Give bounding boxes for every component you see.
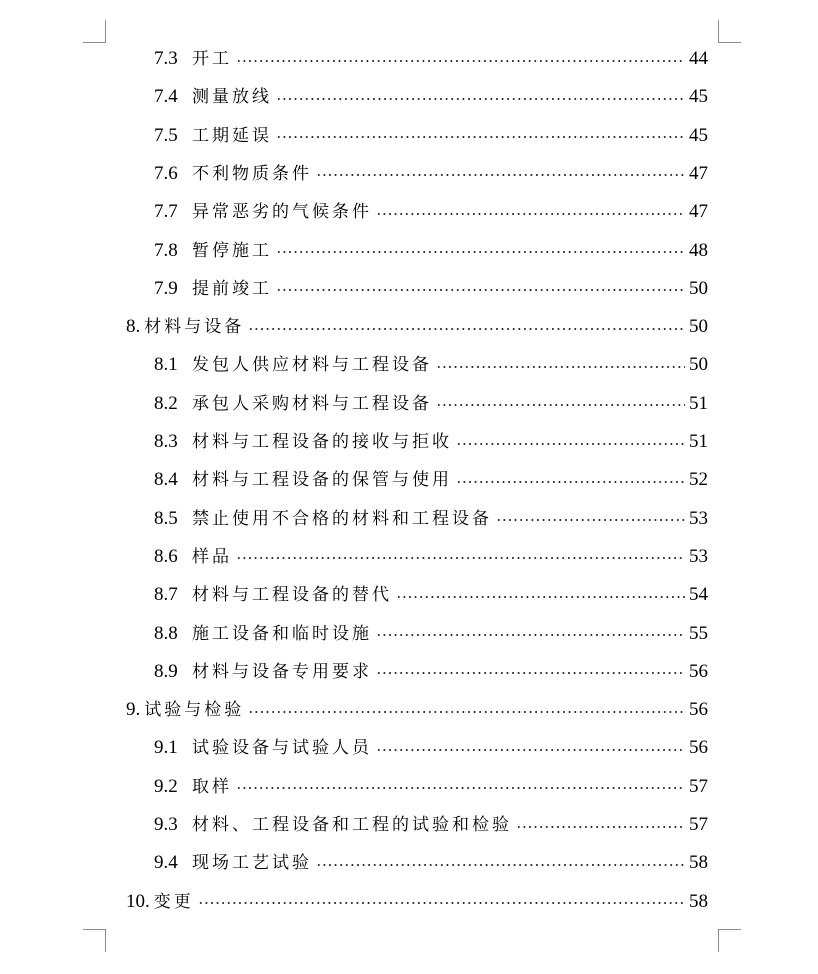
toc-entry-number: 7.4 bbox=[154, 86, 178, 108]
toc-entry-page-number: 51 bbox=[689, 431, 708, 452]
toc-entry-title: 材料与工程设备的保管与使用 bbox=[192, 470, 452, 491]
toc-entry-page-number: 51 bbox=[689, 392, 708, 414]
toc-entry-page-number: 53 bbox=[689, 545, 708, 567]
toc-entry-title: 开工 bbox=[192, 49, 232, 69]
toc-entry-title: 材料与工程设备的接收与拒收 bbox=[192, 432, 452, 452]
toc-section-entry[interactable] bbox=[154, 123, 708, 149]
toc-entry-number: 10. bbox=[126, 890, 150, 912]
toc-section-entry[interactable] bbox=[154, 812, 708, 838]
toc-dot-leader bbox=[436, 366, 685, 368]
toc-entry-number: 7.9 bbox=[154, 277, 178, 299]
page-corner-mark-top-right bbox=[718, 20, 741, 43]
toc-dot-leader bbox=[396, 596, 685, 598]
page-corner-mark-bottom-right bbox=[718, 929, 741, 952]
toc-dot-leader bbox=[376, 634, 685, 636]
toc-entry-page-number: 56 bbox=[689, 660, 708, 682]
toc-section-entry[interactable] bbox=[154, 352, 708, 378]
toc-entry-title: 现场工艺试验 bbox=[192, 853, 312, 874]
toc-entry-number: 8. bbox=[126, 316, 141, 338]
toc-section-entry[interactable] bbox=[154, 774, 708, 800]
toc-chapter-entry[interactable] bbox=[126, 697, 708, 723]
toc-entry-title: 试验与检验 bbox=[144, 700, 245, 721]
toc-section-entry[interactable] bbox=[154, 276, 708, 302]
toc-chapter-entry[interactable] bbox=[126, 314, 708, 340]
toc-dot-leader bbox=[516, 826, 685, 828]
toc-dot-leader bbox=[236, 787, 685, 789]
toc-entry-title: 材料、工程设备和工程的试验和检验 bbox=[192, 815, 512, 835]
toc-dot-leader bbox=[376, 213, 685, 215]
toc-entry-page-number: 57 bbox=[689, 775, 708, 797]
toc-entry-page-number: 44 bbox=[689, 48, 708, 69]
toc-entry-number: 9. bbox=[126, 699, 141, 721]
toc-entry-title: 测量放线 bbox=[192, 87, 272, 108]
toc-entry-page-number: 52 bbox=[689, 469, 708, 491]
toc-entry-number: 7.7 bbox=[154, 201, 178, 223]
toc-entry-title: 样品 bbox=[192, 546, 232, 567]
toc-entry-title: 不利物质条件 bbox=[192, 163, 312, 184]
toc-entry-title: 材料与工程设备的替代 bbox=[192, 585, 392, 606]
toc-entry-number: 8.6 bbox=[154, 545, 178, 567]
toc-section-entry[interactable] bbox=[154, 238, 708, 264]
toc-section-entry[interactable] bbox=[154, 391, 708, 417]
toc-dot-leader bbox=[236, 60, 685, 62]
toc-dot-leader bbox=[316, 174, 685, 176]
toc-entry-title: 材料与设备 bbox=[144, 317, 245, 338]
toc-entry-number: 9.2 bbox=[154, 775, 178, 797]
toc-entry-page-number: 56 bbox=[689, 737, 708, 759]
toc-entry-number: 8.8 bbox=[154, 622, 178, 644]
toc-entry-page-number: 47 bbox=[689, 201, 708, 223]
toc-entry-page-number: 56 bbox=[689, 699, 708, 721]
toc-entry-number: 9.4 bbox=[154, 852, 178, 874]
toc-dot-leader bbox=[236, 557, 685, 559]
toc-entry-title: 变更 bbox=[153, 891, 194, 912]
toc-entry-number: 8.7 bbox=[154, 584, 178, 606]
toc-entry-number: 8.2 bbox=[154, 392, 178, 414]
toc-entry-page-number: 54 bbox=[689, 584, 708, 606]
toc-chapter-entry[interactable] bbox=[126, 889, 708, 915]
toc-entry-title: 暂停施工 bbox=[192, 240, 272, 261]
toc-section-entry[interactable] bbox=[154, 84, 708, 110]
toc-dot-leader bbox=[248, 328, 685, 330]
toc-dot-leader bbox=[376, 672, 685, 674]
toc-entry-number: 7.5 bbox=[154, 124, 178, 146]
toc-entry-number: 9.1 bbox=[154, 737, 178, 759]
toc-dot-leader bbox=[276, 98, 685, 100]
toc-dot-leader bbox=[316, 864, 685, 866]
toc-entry-page-number: 58 bbox=[689, 852, 708, 874]
toc-entry-page-number: 50 bbox=[689, 316, 708, 338]
toc-dot-leader bbox=[248, 711, 685, 713]
toc-section-entry[interactable] bbox=[154, 467, 708, 493]
toc-section-entry[interactable] bbox=[154, 582, 708, 608]
page-corner-mark-bottom-left bbox=[83, 929, 106, 952]
toc-entry-page-number: 48 bbox=[689, 239, 708, 261]
toc-entry-title: 提前竣工 bbox=[192, 278, 272, 299]
toc-entry-page-number: 58 bbox=[689, 890, 708, 912]
toc-entry-number: 8.4 bbox=[154, 469, 178, 491]
toc-entry-title: 材料与设备专用要求 bbox=[192, 661, 372, 682]
toc-dot-leader bbox=[456, 443, 685, 445]
toc-entry-number: 8.9 bbox=[154, 660, 178, 682]
toc-entry-title: 禁止使用不合格的材料和工程设备 bbox=[192, 508, 492, 529]
toc-entry-number: 7.6 bbox=[154, 162, 178, 184]
toc-entry-page-number: 50 bbox=[689, 354, 708, 376]
toc-entry-title: 异常恶劣的气候条件 bbox=[192, 202, 372, 223]
toc-dot-leader bbox=[436, 404, 685, 406]
toc-entry-page-number: 47 bbox=[689, 162, 708, 184]
toc-entry-title: 承包人采购材料与工程设备 bbox=[192, 393, 432, 414]
toc-entry-page-number: 53 bbox=[689, 507, 708, 529]
toc-entry-page-number: 50 bbox=[689, 277, 708, 299]
toc-dot-leader bbox=[376, 749, 685, 751]
toc-dot-leader bbox=[198, 902, 685, 904]
toc-entry-page-number: 45 bbox=[689, 86, 708, 108]
toc-entry-number: 8.5 bbox=[154, 507, 178, 529]
toc-entry-title: 试验设备与试验人员 bbox=[192, 738, 372, 759]
toc-section-entry[interactable] bbox=[154, 850, 708, 876]
toc-section-entry[interactable] bbox=[154, 46, 708, 72]
toc-section-entry[interactable] bbox=[154, 544, 708, 570]
toc-section-entry[interactable] bbox=[154, 429, 708, 455]
toc-dot-leader bbox=[276, 251, 685, 253]
toc-entry-number: 9.3 bbox=[154, 814, 178, 835]
toc-section-entry[interactable] bbox=[154, 506, 708, 532]
toc-dot-leader bbox=[456, 481, 685, 483]
toc-section-entry[interactable] bbox=[154, 621, 708, 647]
toc-section-entry[interactable] bbox=[154, 161, 708, 187]
toc-dot-leader bbox=[496, 519, 685, 521]
page-corner-mark-top-left bbox=[83, 20, 106, 43]
toc-entry-page-number: 55 bbox=[689, 622, 708, 644]
toc-entry-page-number: 57 bbox=[689, 814, 708, 835]
toc-entry-number: 8.1 bbox=[154, 354, 178, 376]
toc-entry-number: 7.8 bbox=[154, 239, 178, 261]
toc-section-entry[interactable] bbox=[154, 199, 708, 225]
toc-entry-number: 8.3 bbox=[154, 431, 178, 452]
toc-dot-leader bbox=[276, 136, 685, 138]
toc-section-entry[interactable] bbox=[154, 735, 708, 761]
toc-entry-number: 7.3 bbox=[154, 48, 178, 69]
toc-entry-title: 施工设备和临时设施 bbox=[192, 623, 372, 644]
toc-dot-leader bbox=[276, 289, 685, 291]
toc-entry-title: 发包人供应材料与工程设备 bbox=[192, 355, 432, 376]
toc-entry-title: 取样 bbox=[192, 776, 232, 797]
toc-section-entry[interactable] bbox=[154, 659, 708, 685]
toc-entry-page-number: 45 bbox=[689, 124, 708, 146]
toc-entry-title: 工期延误 bbox=[192, 125, 272, 146]
